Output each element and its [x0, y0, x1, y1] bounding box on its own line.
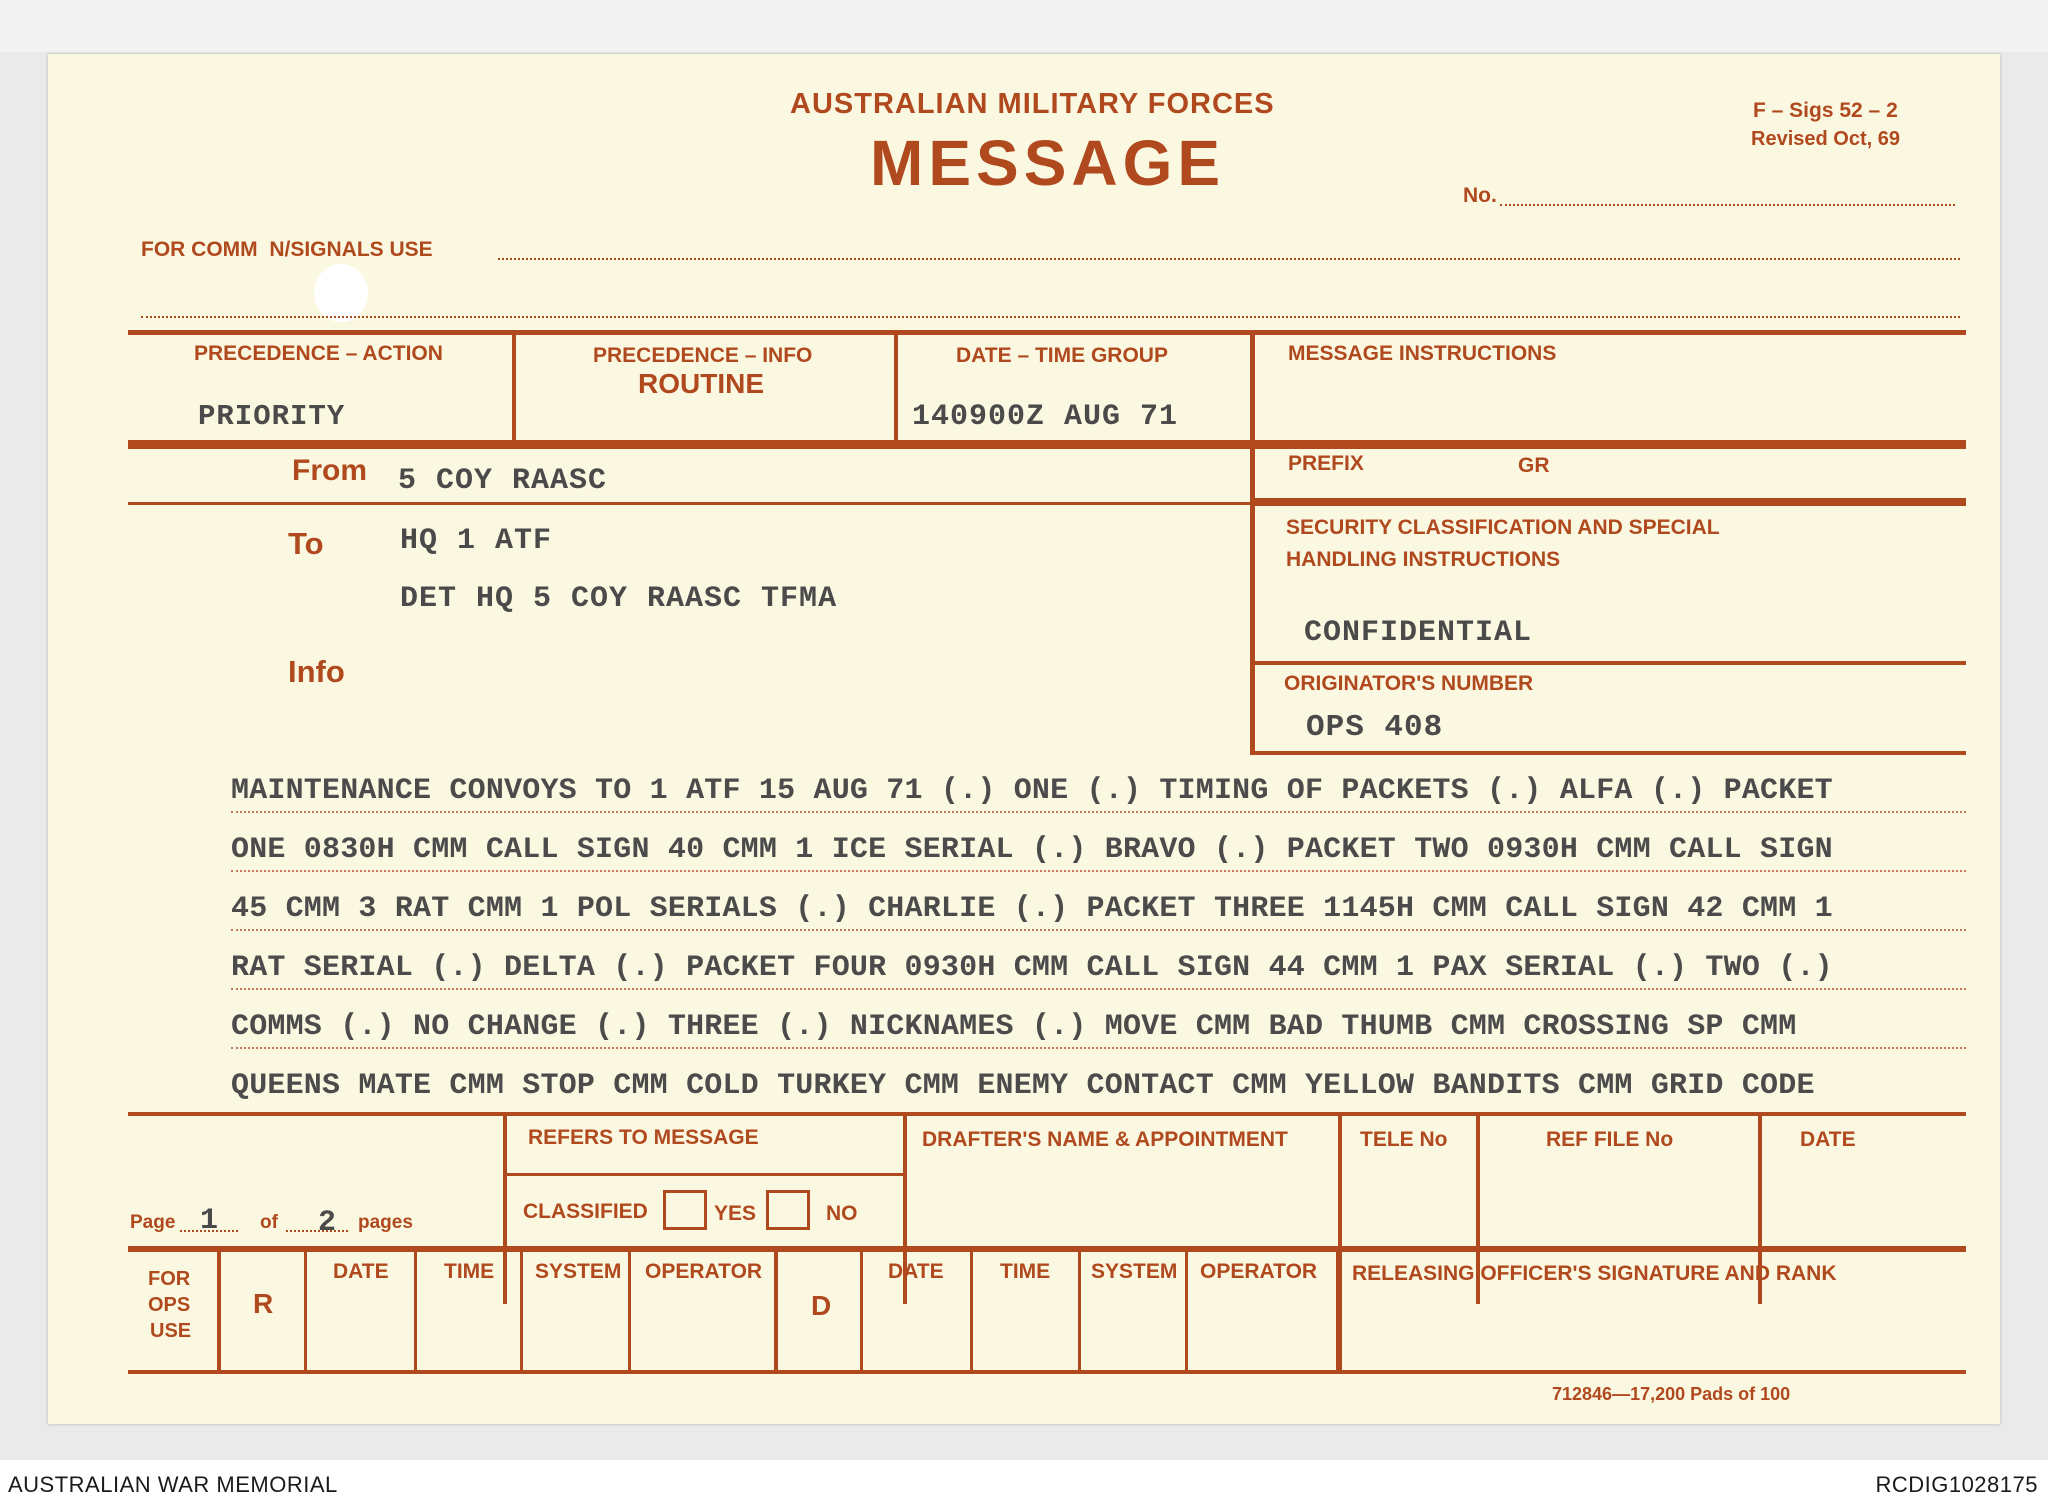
ops-operator-2: OPERATOR	[1200, 1260, 1318, 1283]
refers-label: REFERS TO MESSAGE	[528, 1126, 759, 1149]
rule	[128, 1370, 1966, 1374]
security-label-2: HANDLING INSTRUCTIONS	[1286, 548, 1561, 571]
message-body-line-6: QUEENS MATE CMM STOP CMM COLD TURKEY CMM ENEMY CONTACT CMM YELLOW BANDITS CMM GRID CODE	[231, 1069, 1815, 1103]
dtg-value: 140900Z AUG 71	[912, 400, 1179, 434]
of-label: of	[260, 1212, 278, 1233]
precedence-action-value: PRIORITY	[198, 400, 346, 433]
no-checkbox-label: NO	[826, 1202, 858, 1225]
body-dotted-line	[231, 988, 1966, 990]
rule	[503, 1112, 507, 1304]
security-label-1: SECURITY CLASSIFICATION AND SPECIAL	[1286, 516, 1720, 539]
ops-system-1: SYSTEM	[535, 1260, 622, 1283]
ops-system-2: SYSTEM	[1091, 1260, 1178, 1283]
body-dotted-line	[231, 870, 1966, 872]
releasing-label: RELEASING OFFICER'S SIGNATURE AND RANK	[1352, 1262, 1837, 1285]
rule	[1250, 751, 1966, 755]
rule	[1250, 661, 1966, 665]
date-label: DATE	[1800, 1128, 1856, 1151]
to-value-1: HQ 1 ATF	[400, 524, 553, 558]
ops-date-1: DATE	[333, 1260, 389, 1283]
rule	[503, 1173, 907, 1176]
message-body-line-2: ONE 0830H CMM CALL SIGN 40 CMM 1 ICE SERIAL (.) BRAVO (.) PACKET TWO 0930H CMM CALL SIGN	[231, 833, 1833, 867]
from-value: 5 COY RAASC	[398, 464, 608, 498]
tele-label: TELE No	[1360, 1128, 1448, 1151]
body-dotted-line	[231, 811, 1966, 813]
message-body-line-1: MAINTENANCE CONVOYS TO 1 ATF 15 AUG 71 (.) ONE (.) TIMING OF PACKETS (.) ALFA (.) PACKET	[231, 774, 1833, 808]
precedence-info-value: ROUTINE	[638, 368, 764, 399]
rule	[1250, 330, 1255, 754]
rule	[512, 330, 516, 444]
comm-dotted-line	[498, 258, 1960, 260]
rule	[414, 1250, 417, 1374]
rule	[894, 330, 898, 444]
rule	[970, 1250, 973, 1374]
for-ops-line-2: OPS	[148, 1294, 191, 1316]
rule	[128, 502, 1254, 505]
originator-label: ORIGINATOR'S NUMBER	[1284, 672, 1534, 695]
precedence-action-label: PRECEDENCE – ACTION	[194, 342, 443, 365]
scan-top-band	[0, 0, 2048, 52]
precedence-info-label: PRECEDENCE – INFO	[593, 344, 813, 367]
to-label: To	[288, 526, 324, 561]
rule	[860, 1250, 863, 1374]
comm-signals-label: FOR COMM N/SIGNALS USE	[141, 238, 433, 261]
rule	[128, 330, 1966, 335]
dtg-label: DATE – TIME GROUP	[956, 344, 1168, 367]
pages-dotted-line	[286, 1230, 348, 1232]
classified-yes-checkbox[interactable]	[663, 1190, 707, 1230]
rule	[128, 1112, 1966, 1116]
from-label: From	[292, 454, 367, 487]
archive-id: RCDIG1028175	[1875, 1472, 2038, 1497]
message-form	[48, 54, 2000, 1424]
for-ops-line-1: FOR	[148, 1268, 191, 1290]
no-label: No.	[1463, 184, 1497, 207]
pages-label: pages	[358, 1212, 413, 1233]
rule	[217, 1250, 221, 1374]
to-value-2: DET HQ 5 COY RAASC TFMA	[400, 582, 838, 616]
body-dotted-line	[231, 1047, 1966, 1049]
punch-hole	[314, 264, 368, 322]
title-main: MESSAGE	[870, 127, 1226, 199]
for-ops-line-3: USE	[150, 1320, 192, 1342]
rule	[520, 1250, 523, 1374]
page-value: 1	[200, 1204, 220, 1238]
info-label: Info	[288, 654, 345, 689]
print-info: 712846—17,200 Pads of 100	[1552, 1384, 1791, 1404]
security-value: CONFIDENTIAL	[1304, 616, 1533, 650]
rule	[304, 1250, 307, 1374]
title-top: AUSTRALIAN MILITARY FORCES	[790, 88, 1275, 120]
d-label: D	[811, 1290, 832, 1321]
gr-label: GR	[1518, 454, 1550, 477]
classified-no-checkbox[interactable]	[766, 1190, 810, 1230]
rule	[128, 440, 1966, 449]
yes-label: YES	[714, 1202, 757, 1225]
rule	[1336, 1250, 1342, 1374]
ops-time-2: TIME	[1000, 1260, 1051, 1283]
body-dotted-line	[231, 929, 1966, 931]
message-body-line-4: RAT SERIAL (.) DELTA (.) PACKET FOUR 0930H CMM CALL SIGN 44 CMM 1 PAX SERIAL (.) TWO (.)	[231, 951, 1833, 985]
pages-value: 2	[318, 1206, 338, 1240]
ops-time-1: TIME	[444, 1260, 495, 1283]
message-body-line-5: COMMS (.) NO CHANGE (.) THREE (.) NICKNAMES (.) MOVE CMM BAD THUMB CMM CROSSING SP CMM	[231, 1010, 1797, 1044]
rule	[1250, 498, 1966, 506]
rule	[1078, 1250, 1081, 1374]
msg-instructions-label: MESSAGE INSTRUCTIONS	[1288, 342, 1557, 365]
ref-file-label: REF FILE No	[1546, 1128, 1674, 1151]
comm-dotted-line-2	[141, 316, 1960, 318]
r-label: R	[253, 1288, 274, 1319]
ops-date-2: DATE	[888, 1260, 944, 1283]
ops-operator-1: OPERATOR	[645, 1260, 763, 1283]
drafter-label: DRAFTER'S NAME & APPOINTMENT	[922, 1128, 1288, 1151]
message-body-line-3: 45 CMM 3 RAT CMM 1 POL SERIALS (.) CHARLIE (.) PACKET THREE 1145H CMM CALL SIGN 42 CMM 1	[231, 892, 1833, 926]
no-dotted-line	[1500, 204, 1955, 206]
rule	[1185, 1250, 1188, 1374]
prefix-label: PREFIX	[1288, 452, 1364, 475]
archive-name: AUSTRALIAN WAR MEMORIAL	[8, 1472, 338, 1497]
rule	[128, 1246, 1966, 1252]
rule	[774, 1250, 778, 1374]
rule	[628, 1250, 631, 1374]
form-code: F – Sigs 52 – 2	[1753, 99, 1898, 122]
originator-value: OPS 408	[1306, 710, 1444, 745]
classified-label: CLASSIFIED	[523, 1200, 648, 1223]
page-label: Page	[130, 1212, 176, 1233]
revised-date: Revised Oct, 69	[1751, 128, 1900, 150]
